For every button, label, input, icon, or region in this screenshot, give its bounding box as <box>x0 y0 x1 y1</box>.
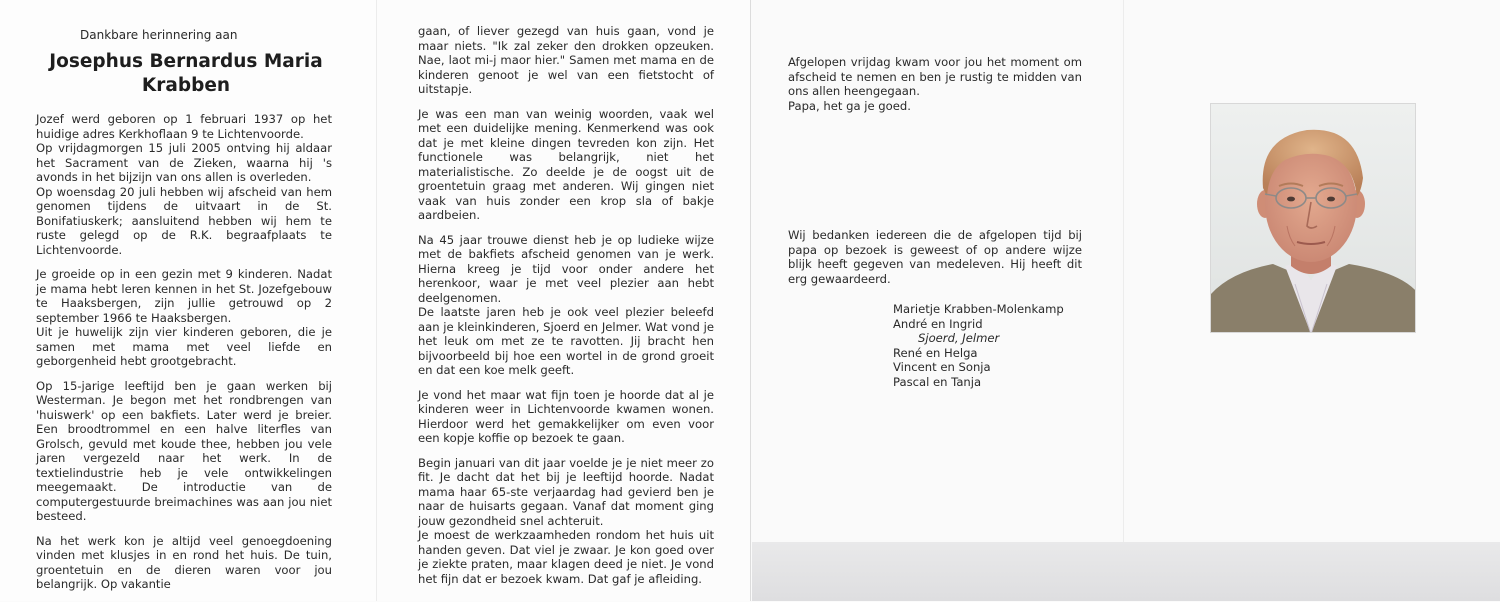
paragraph: Op vrijdagmorgen 15 juli 2005 ontving hij aldaar het Sacrament van de Zieken, waarna hij 's avonds in het bijzijn van ons allen is overleden. <box>36 141 332 184</box>
paragraph: Op woensdag 20 juli hebben wij afscheid van hem genomen tijdens de uitvaart in de St. Bonifatiuskerk; aansluitend hebben wij hem te ruste gelegd op de R.K. begraafplaats te Lichtenvoorde. <box>36 184 332 257</box>
paragraph: Afgelopen vrijdag kwam voor jou het moment om afscheid te nemen en ben je rustig te midden van ons allen heengegaan. <box>788 55 1082 98</box>
paragraph: Je vond het maar wat fijn toen je hoorde dat al je kinderen weer in Lichtenvoorde kwamen wonen. Hierdoor werd het gemakkelijker om even voor een kopje koffie op bezoek te gaan. <box>418 387 714 445</box>
signature-line: Marietje Krabben-Molenkamp <box>893 302 1064 316</box>
biography-column-1 <box>36 112 332 602</box>
deceased-name-line2: Krabben <box>141 75 231 96</box>
farewell-text <box>788 55 1082 123</box>
signature-line: Vincent en Sonja <box>893 360 991 375</box>
paragraph: Begin januari van dit jaar voelde je je niet meer zo fit. Je dacht dat het bij je leeftijd hoorde. Nadat mama haar 65-ste verjaardag had gevierd ben je naar de huisarts gegaan. Vanaf dat moment ging jouw gezondheid snel achteruit. <box>418 455 714 528</box>
paragraph: Op 15-jarige leeftijd ben je gaan werken bij Westerman. Je begon met het rondbrengen van 'huiswerk' op een bakfiets. Later werd je breier. Een broodtrommel en een halve literfles van Grolsch, gevuld met koude thee, hebben jou vele jaren vergezeld naar het werk. In de textielindustrie heb je vele ontwikkelingen meegemaakt. De introductie van de computergestuurde breimachines was aan jou niet besteed. <box>36 378 332 523</box>
signature-line: Sjoerd, Jelmer <box>918 331 1000 346</box>
paragraph: Na 45 jaar trouwe dienst heb je op ludieke wijze met de bakfiets afscheid genomen van je werk. Hierna kreeg je tijd voor onder andere het herenkoor, waar je met veel plezier aan hebt deelgenomen. <box>418 232 714 305</box>
biography-column-2 <box>418 24 714 596</box>
fold-line <box>376 0 377 601</box>
fold-line <box>1123 0 1124 601</box>
scan-shadow-band <box>752 542 1500 601</box>
paragraph: De laatste jaren heb je ook veel plezier beleefd aan je kleinkinderen, Sjoerd en Jelmer. Wat vond je het leuk om met ze te ravotten. Jij bracht hen bijvoorbeeld bij hoe een wortel in de grond groeit en dat een koe melk geeft. <box>418 305 714 377</box>
portrait-illustration <box>1211 104 1416 333</box>
fold-line <box>750 0 751 601</box>
signature-line: Pascal en Tanja <box>893 374 982 389</box>
paragraph: gaan, of liever gezegd van huis gaan, vond je maar niets. "Ik zal zeker den drokken opzeuken. Nae, laot mi-j maor hier." Samen met mama en de kinderen genoot je wel van een fietstocht of uitstapje. <box>418 24 714 96</box>
deceased-name-line1: Josephus Bernardus Maria <box>49 51 323 72</box>
paragraph: Wij bedanken iedereen die de afgelopen tijd bij papa op bezoek is geweest of op andere wijze blijk heeft gegeven van medeleven. Hij heeft dit erg gewaardeerd. <box>788 228 1082 286</box>
paragraph: Uit je huwelijk zijn vier kinderen geboren, die je samen met mama met veel liefde en geborgenheid hebt grootgebracht. <box>36 325 332 368</box>
paragraph: Papa, het ga je goed. <box>788 98 911 113</box>
portrait-photo <box>1210 103 1416 333</box>
family-signatures <box>893 302 1064 390</box>
memorial-intro: Dankbare herinnering aan <box>80 28 238 42</box>
thanks-text <box>788 228 1082 296</box>
deceased-name <box>36 50 336 98</box>
paragraph: Je moest de werkzaamheden rondom het huis uit handen geven. Dat viel je zwaar. Je kon goed over je ziekte praten, maar klagen deed je niet. Je vond het fijn dat er bezoek kwam. Dat gaf je afleiding. <box>418 528 714 586</box>
signature-line: René en Helga <box>893 345 978 360</box>
paragraph: Jozef werd geboren op 1 februari 1937 op het huidige adres Kerkhoflaan 9 te Lichtenvoorde. <box>36 112 332 141</box>
paragraph: Na het werk kon je altijd veel genoegdoening vinden met klusjes in en rond het huis. De tuin, groentetuin en de dieren waren voor jou belangrijk. Op vakantie <box>36 533 332 591</box>
paragraph: Je was een man van weinig woorden, vaak wel met een duidelijke mening. Kenmerkend was ook dat je met kleine dingen tevreden kon zijn. Het functionele was belangrijk, niet het materialistische. Zo deelde je de oogst uit de groentetuin graag met anderen. Wij gingen niet vaak van huis zonder een krop sla of bakje aardbeien. <box>418 106 714 222</box>
signature-line: André en Ingrid <box>893 316 983 331</box>
paragraph: Je groeide op in een gezin met 9 kinderen. Nadat je mama hebt leren kennen in het St. Jozefgebouw te Haaksbergen, zijn jullie getrouwd op 2 september 1966 te Haaksbergen. <box>36 267 332 325</box>
